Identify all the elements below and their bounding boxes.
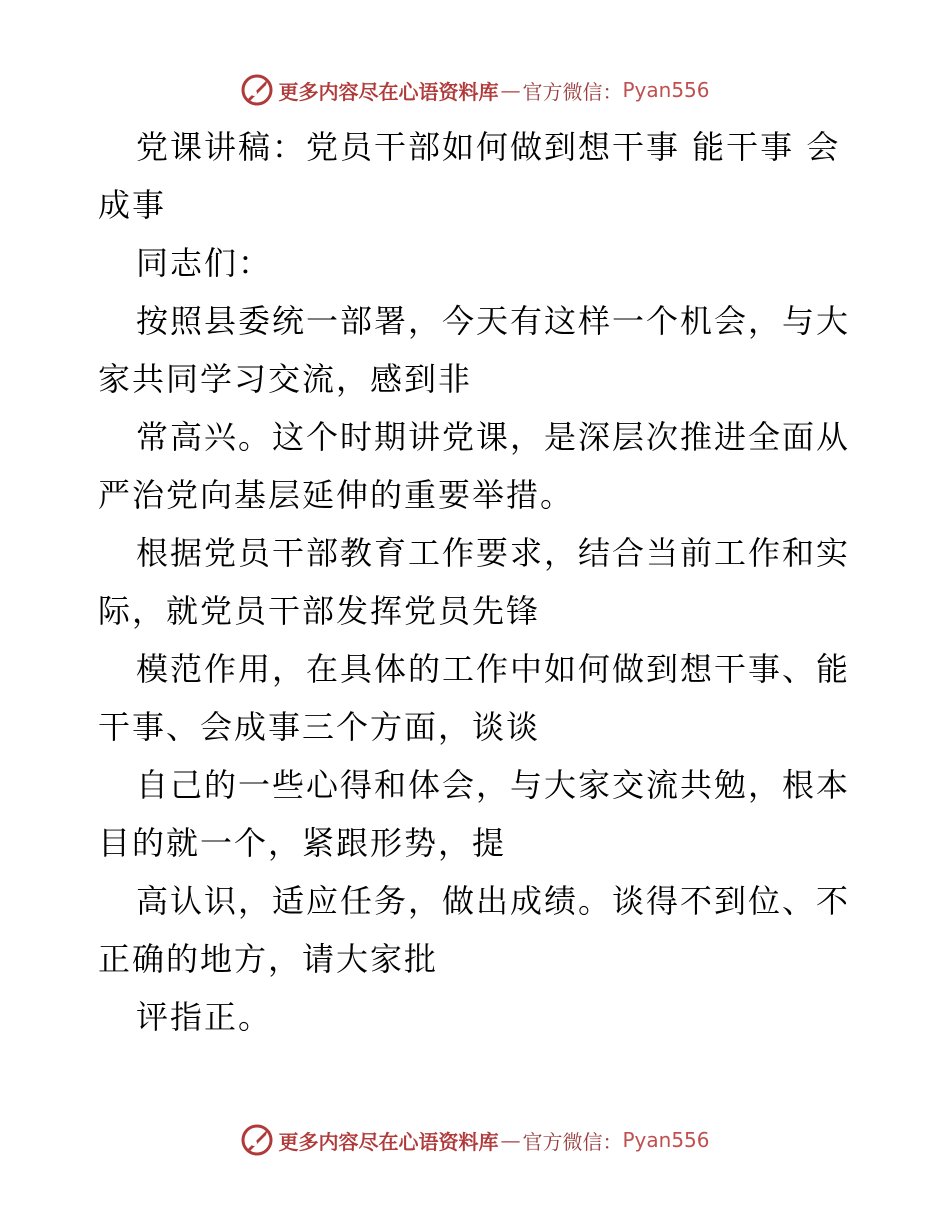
banner-wechat-label: 官方微信： xyxy=(522,79,623,104)
brush-pen-logo-icon xyxy=(240,73,274,107)
paragraph: 按照县委统一部署，今天有这样一个机会，与大家共同学习交流，感到非 xyxy=(98,302,851,398)
paragraph: 同志们： xyxy=(136,244,273,282)
footer-watermark-banner xyxy=(0,1120,950,1160)
paragraph: 根据党员干部教育工作要求，结合当前工作和实际，就党员干部发挥党员先锋 xyxy=(98,534,851,630)
document-title: 党课讲稿：党员干部如何做到想干事 能干事 会成事 xyxy=(98,128,841,224)
paragraph: 自己的一些心得和体会，与大家交流共勉，根本目的就一个，紧跟形势，提 xyxy=(98,766,851,862)
paragraph: 高认识，适应任务，做出成绩。谈得不到位、不正确的地方，请大家批 xyxy=(98,882,851,978)
banner-site-name: 更多内容尽在心语资料库 xyxy=(278,79,499,104)
paragraph: 模范作用，在具体的工作中如何做到想干事、能干事、会成事三个方面，谈谈 xyxy=(98,650,851,746)
paragraph: 评指正。 xyxy=(136,998,273,1036)
banner-site-name: 更多内容尽在心语资料库 xyxy=(278,1129,499,1154)
header-watermark-banner xyxy=(0,70,950,110)
banner-dash: — xyxy=(500,1128,521,1152)
document-body xyxy=(98,118,858,1046)
brush-pen-logo-icon xyxy=(240,1123,274,1157)
paragraph: 常高兴。这个时期讲党课，是深层次推进全面从严治党向基层延伸的重要举措。 xyxy=(98,418,851,514)
banner-wechat-label: 官方微信： xyxy=(522,1129,623,1154)
banner-dash: — xyxy=(500,78,521,102)
banner-wechat-id: Pyan556 xyxy=(622,1128,710,1152)
banner-wechat-id: Pyan556 xyxy=(622,78,710,102)
